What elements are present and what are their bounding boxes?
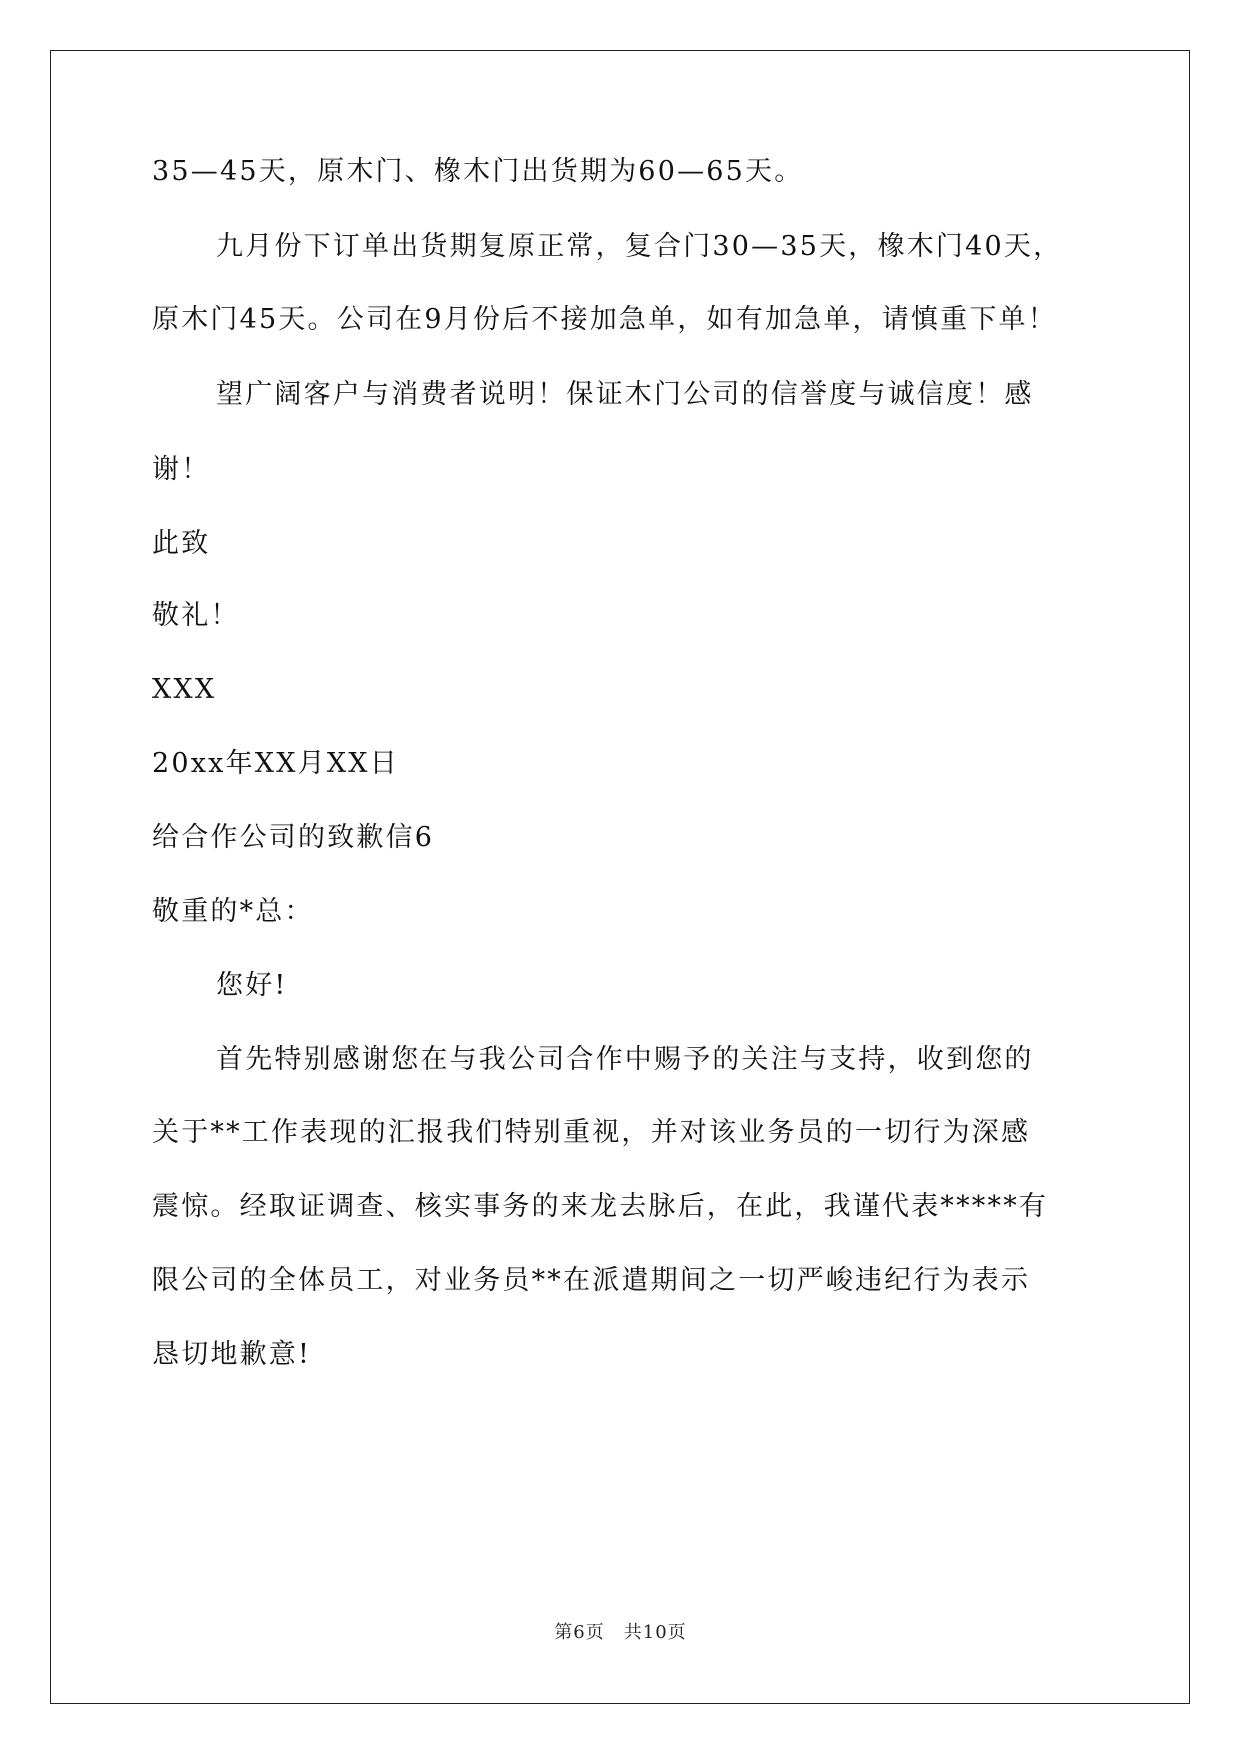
text-line: 关于**工作表现的汇报我们特别重视，并对该业务员的一切行为深感 xyxy=(152,1117,1031,1148)
page-border xyxy=(50,50,1190,1704)
text-line: 首先特别感谢您在与我公司合作中赐予的关注与支持，收到您的 xyxy=(216,1044,1034,1075)
text-line: 原木门45天。公司在9月份后不接加急单，如有加急单，请慎重下单！ xyxy=(152,304,1057,335)
text-line: 望广阔客户与消费者说明！保证木门公司的信誉度与诚信度！感 xyxy=(216,379,1034,410)
greeting: 您好! xyxy=(216,970,288,1001)
section-title: 给合作公司的致歉信6 xyxy=(152,822,435,853)
text-line: 限公司的全体员工，对业务员**在派遣期间之一切严峻违纪行为表示 xyxy=(152,1265,1031,1296)
page-footer: 第6页 共10页 xyxy=(554,1622,687,1643)
closing-regards: 敬礼！ xyxy=(152,600,240,631)
text-line: 恳切地歉意! xyxy=(152,1339,312,1370)
closing-salutation: 此致 xyxy=(152,528,211,559)
date: 20xx年XX月XX日 xyxy=(152,748,399,779)
signature: XXX xyxy=(152,674,217,705)
text-line: 35—45天，原木门、橡木门出货期为60—65天。 xyxy=(152,156,804,187)
text-line: 震惊。经取证调查、核实事务的来龙去脉后，在此，我谨代表*****有 xyxy=(152,1191,1049,1222)
text-line: 谢！ xyxy=(152,454,211,485)
text-line: 九月份下订单出货期复原正常，复合门30—35天，橡木门40天， xyxy=(216,231,1063,262)
greeting-recipient: 敬重的*总： xyxy=(152,896,314,927)
